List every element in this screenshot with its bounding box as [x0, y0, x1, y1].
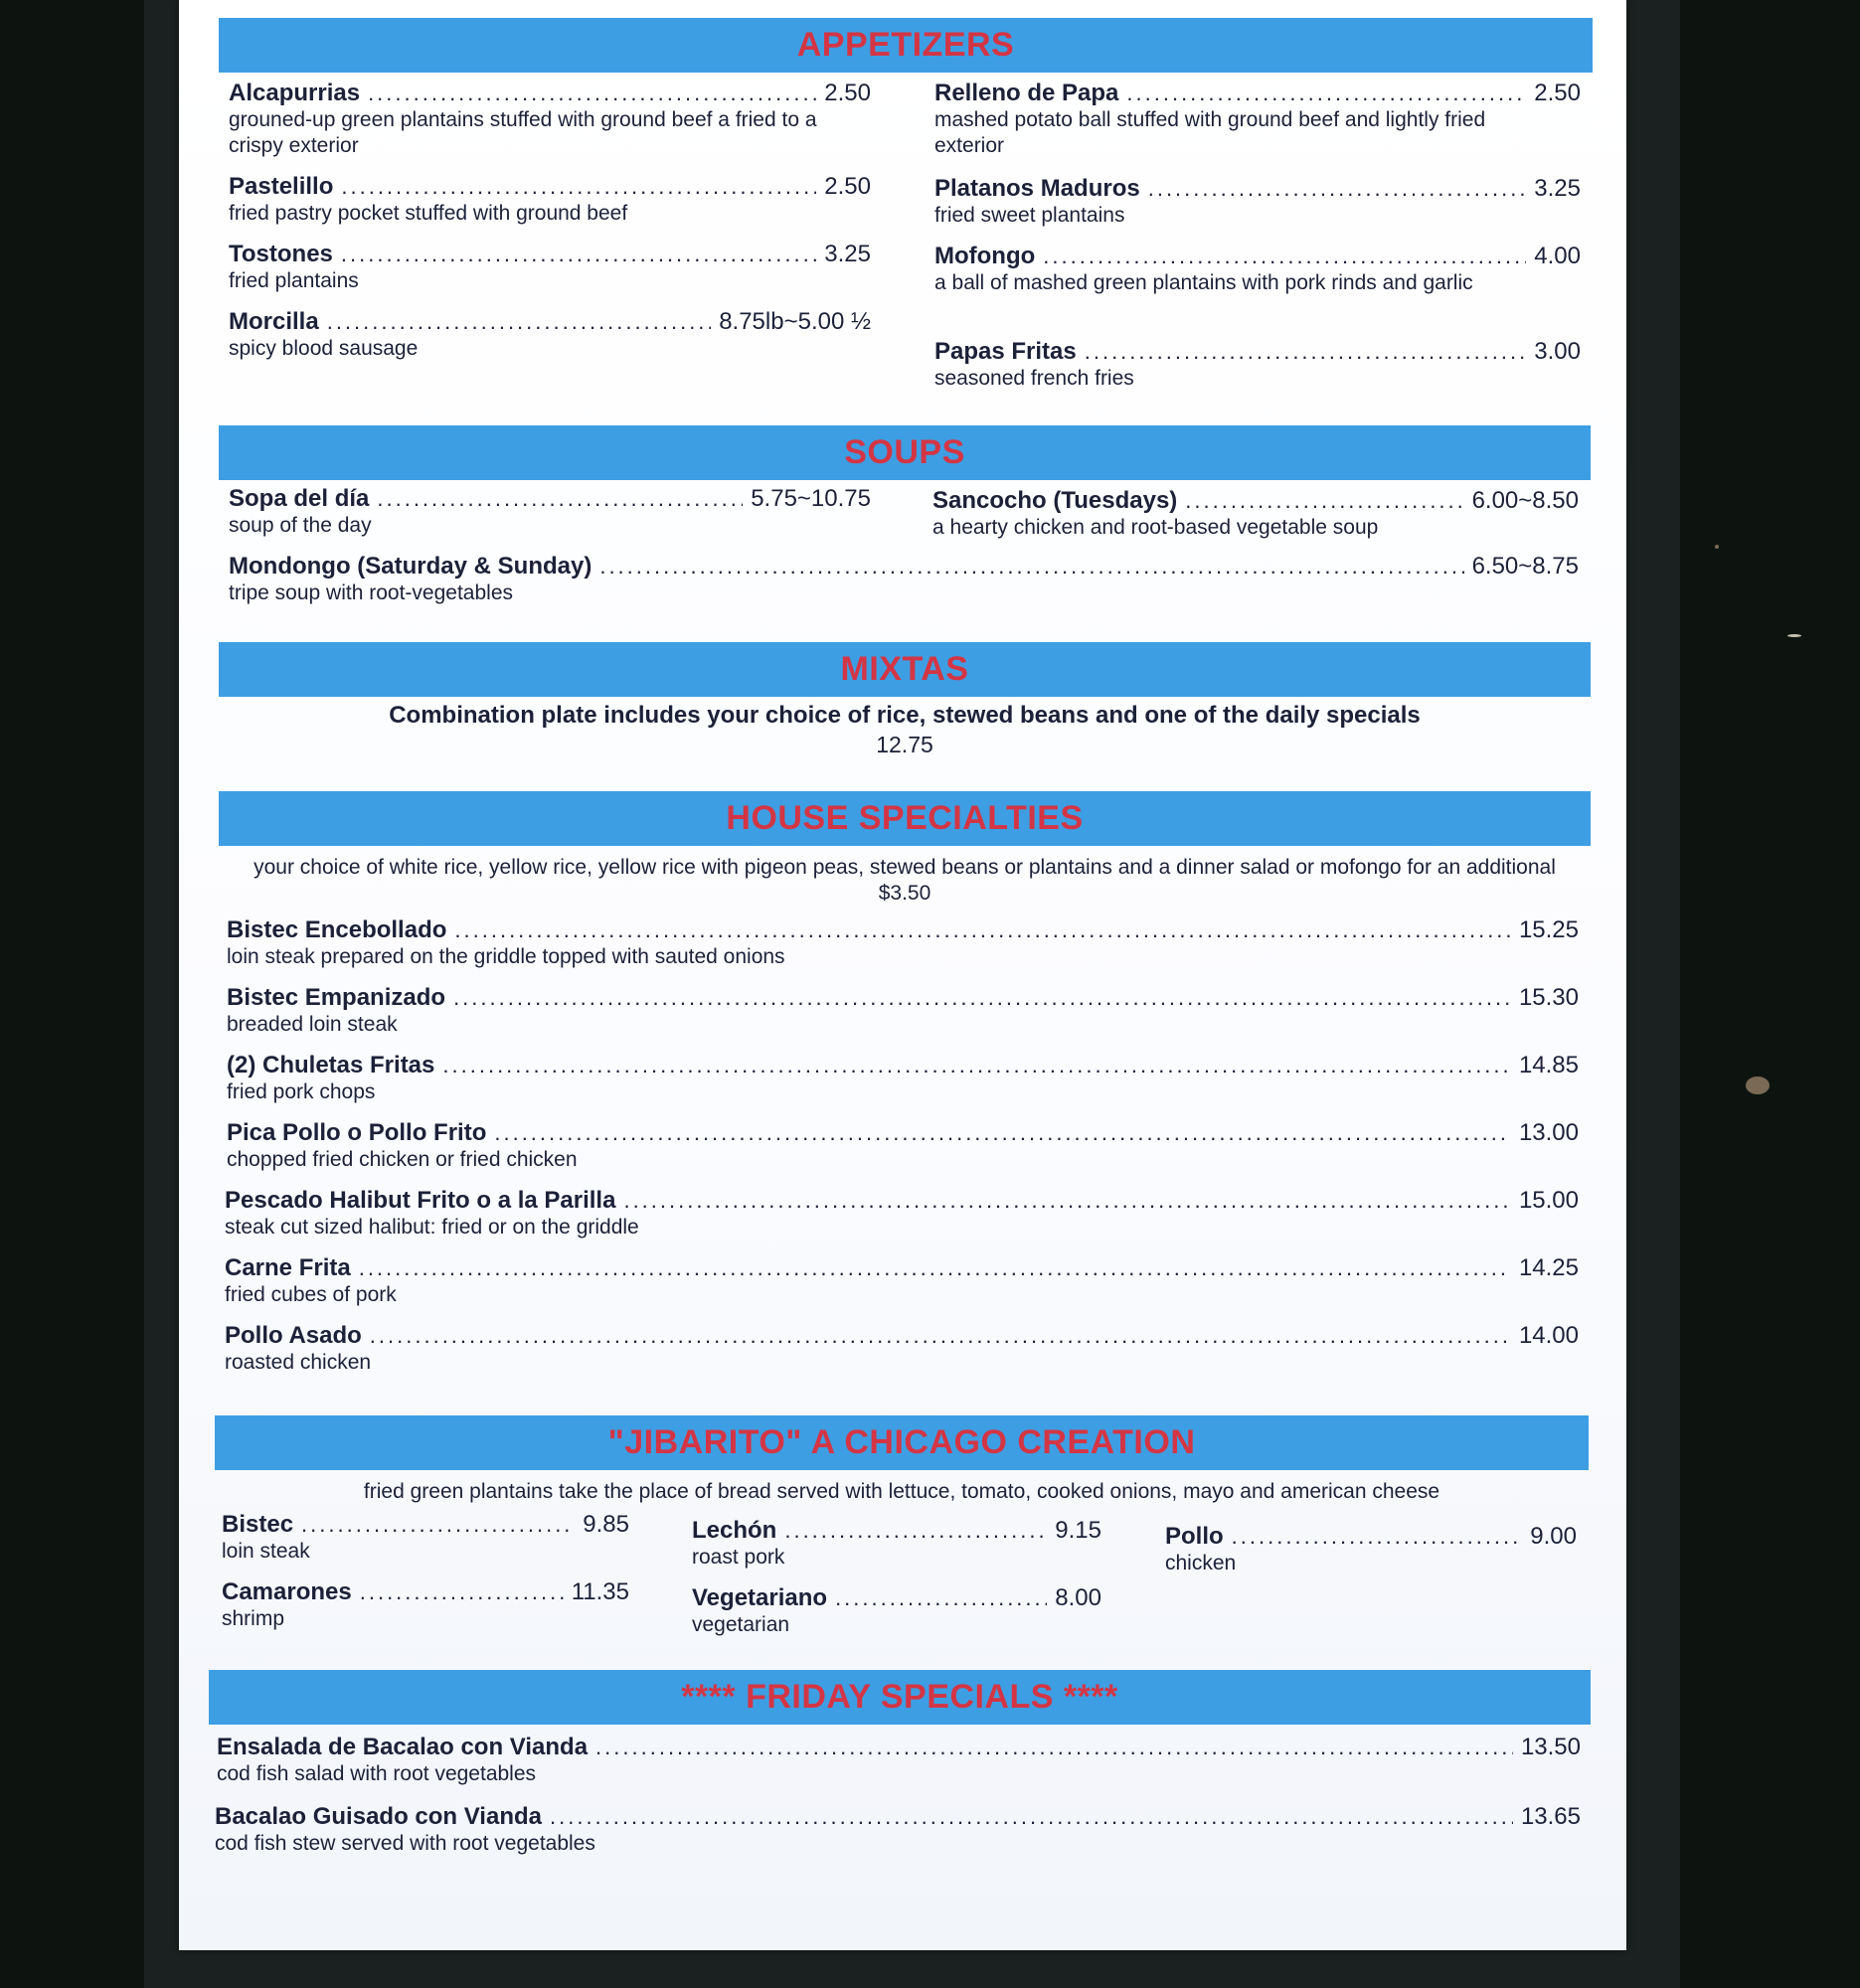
- item-name: Morcilla: [229, 308, 319, 335]
- item-name: Pollo Asado: [225, 1322, 362, 1349]
- mixtas-note: Combination plate includes your choice of rice, stewed beans and one of the daily specials: [389, 702, 1421, 729]
- item-price: 9.15: [1055, 1517, 1101, 1544]
- item-description: a ball of mashed green plantains with pork rinds and garlic: [934, 271, 1473, 294]
- item-name: (2) Chuletas Fritas: [227, 1052, 435, 1078]
- item-price: 15.25: [1518, 916, 1579, 943]
- item-price: 2.50: [824, 173, 871, 200]
- item-price: 4.00: [1534, 243, 1581, 269]
- house-specialties-header: HOUSE SPECIALTIES: [219, 791, 1591, 846]
- item-price: 9.85: [583, 1511, 629, 1538]
- item-description: loin steak prepared on the griddle topped with sauted onions: [227, 945, 785, 968]
- mixtas-price: 12.75: [876, 732, 933, 757]
- item-description: mashed potato ball stuffed with ground beef and lightly fried exterior: [934, 108, 1486, 157]
- appetizers-header: APPETIZERS: [219, 18, 1593, 73]
- item-price: 15.30: [1518, 984, 1579, 1011]
- item-name: Mofongo: [934, 243, 1036, 269]
- menu-item: [229, 308, 871, 362]
- dust-speck: [1787, 634, 1801, 637]
- menu-item: [934, 175, 1581, 229]
- item-name: Lechón: [692, 1517, 777, 1544]
- item-description: cod fish stew served with root vegetables: [215, 1832, 595, 1855]
- item-price: 5.75~10.75: [751, 485, 871, 512]
- menu-item: [934, 243, 1581, 296]
- item-name: Pescado Halibut Frito o a la Parilla: [225, 1187, 616, 1214]
- item-description: fried cubes of pork: [225, 1283, 397, 1306]
- item-description: fried sweet plantains: [934, 204, 1125, 227]
- dust-speck: [1715, 545, 1719, 549]
- item-description: loin steak: [222, 1540, 310, 1563]
- menu-item: [227, 916, 1579, 970]
- item-description: vegetarian: [692, 1613, 790, 1636]
- item-price: 3.25: [824, 241, 871, 267]
- menu-page: [179, 0, 1626, 1950]
- item-name: Alcapurrias: [229, 80, 361, 106]
- item-price: 9.00: [1530, 1523, 1577, 1550]
- menu-item: [229, 241, 871, 294]
- item-price: 2.50: [824, 80, 871, 106]
- jibarito-note: fried green plantains take the place of bread served with lettuce, tomato, cooked onions, mayo and american cheese: [363, 1480, 1440, 1503]
- item-description: breaded loin steak: [227, 1013, 398, 1036]
- item-name: Bistec: [222, 1511, 294, 1538]
- menu-item: [934, 338, 1581, 392]
- menu-item: [215, 1803, 1581, 1857]
- item-price: 6.00~8.50: [1471, 487, 1579, 514]
- item-name: Pollo: [1165, 1523, 1224, 1550]
- item-name: Bistec Empanizado: [227, 984, 446, 1011]
- item-name: Vegetariano: [692, 1584, 828, 1611]
- item-name: Pastelillo: [229, 173, 334, 200]
- item-description: chopped fried chicken or fried chicken: [227, 1148, 578, 1171]
- item-name: Ensalada de Bacalao con Vianda: [217, 1734, 589, 1760]
- item-price: 13.65: [1520, 1803, 1581, 1830]
- menu-item: [227, 984, 1579, 1038]
- item-description: tripe soup with root-vegetables: [229, 581, 513, 604]
- item-price: 13.50: [1520, 1734, 1581, 1760]
- item-description: roasted chicken: [225, 1351, 372, 1374]
- menu-item: [229, 173, 871, 227]
- menu-item: [217, 1734, 1581, 1787]
- item-price: 3.00: [1534, 338, 1581, 365]
- item-name: Bistec Encebollado: [227, 916, 447, 943]
- menu-item: [932, 487, 1579, 541]
- item-price: 14.00: [1518, 1322, 1579, 1349]
- item-price: 14.25: [1518, 1254, 1579, 1281]
- menu-item: [222, 1578, 629, 1632]
- menu-item: [225, 1254, 1579, 1308]
- item-name: Platanos Maduros: [934, 175, 1140, 202]
- item-name: Sopa del día: [229, 485, 370, 512]
- item-name: Relleno de Papa: [934, 80, 1119, 106]
- menu-item: [227, 1052, 1579, 1105]
- item-description: fried pastry pocket stuffed with ground beef: [229, 202, 628, 225]
- dust-speck: [1746, 1077, 1770, 1094]
- item-price: 15.00: [1518, 1187, 1579, 1214]
- item-price: 3.25: [1534, 175, 1581, 202]
- menu-item: [1165, 1523, 1577, 1576]
- item-name: Bacalao Guisado con Vianda: [215, 1803, 542, 1830]
- item-price: 8.75lb~5.00 ½: [719, 308, 871, 335]
- item-price: 13.00: [1518, 1119, 1579, 1146]
- item-name: Papas Fritas: [934, 338, 1077, 365]
- item-price: 2.50: [1534, 80, 1581, 106]
- item-description: a hearty chicken and root-based vegetable soup: [932, 516, 1379, 539]
- item-description: roast pork: [692, 1546, 785, 1569]
- friday-specials-header: **** FRIDAY SPECIALS ****: [209, 1670, 1591, 1725]
- item-description: spicy blood sausage: [229, 337, 419, 360]
- item-description: chicken: [1165, 1552, 1237, 1574]
- menu-item: [225, 1322, 1579, 1376]
- item-description: fried plantains: [229, 269, 359, 292]
- item-name: Mondongo (Saturday & Sunday): [229, 553, 592, 580]
- item-name: Sancocho (Tuesdays): [932, 487, 1178, 514]
- item-price: 8.00: [1055, 1584, 1101, 1611]
- item-description: fried pork chops: [227, 1080, 376, 1103]
- house-specialties-note: your choice of white rice, yellow rice, yellow rice with pigeon peas, stewed beans or plantains and a dinner salad or mofongo for an additional $3.50: [254, 856, 1556, 905]
- menu-item: [227, 1119, 1579, 1173]
- menu-item: [225, 1187, 1579, 1241]
- item-name: Tostones: [229, 241, 333, 267]
- item-name: Pica Pollo o Pollo Frito: [227, 1119, 487, 1146]
- menu-item: [229, 553, 1579, 606]
- soups-header: SOUPS: [219, 425, 1591, 480]
- mixtas-header: MIXTAS: [219, 642, 1591, 697]
- item-price: 11.35: [571, 1578, 629, 1605]
- menu-item: [229, 485, 871, 539]
- item-description: seasoned french fries: [934, 367, 1134, 390]
- item-name: Camarones: [222, 1578, 352, 1605]
- menu-item: [934, 80, 1581, 159]
- item-description: grouned-up green plantains stuffed with ground beef a fried to a crispy exterior: [229, 108, 817, 157]
- menu-item: [692, 1517, 1101, 1571]
- item-price: 6.50~8.75: [1471, 553, 1579, 580]
- item-name: Carne Frita: [225, 1254, 351, 1281]
- item-description: shrimp: [222, 1607, 285, 1630]
- menu-item: [692, 1584, 1101, 1638]
- jibarito-header: "JIBARITO" A CHICAGO CREATION: [215, 1415, 1589, 1470]
- menu-item: [229, 80, 871, 159]
- item-description: soup of the day: [229, 514, 372, 537]
- item-price: 14.85: [1518, 1052, 1579, 1078]
- item-description: steak cut sized halibut: fried or on the griddle: [225, 1216, 639, 1239]
- menu-item: [222, 1511, 629, 1565]
- item-description: cod fish salad with root vegetables: [217, 1762, 537, 1785]
